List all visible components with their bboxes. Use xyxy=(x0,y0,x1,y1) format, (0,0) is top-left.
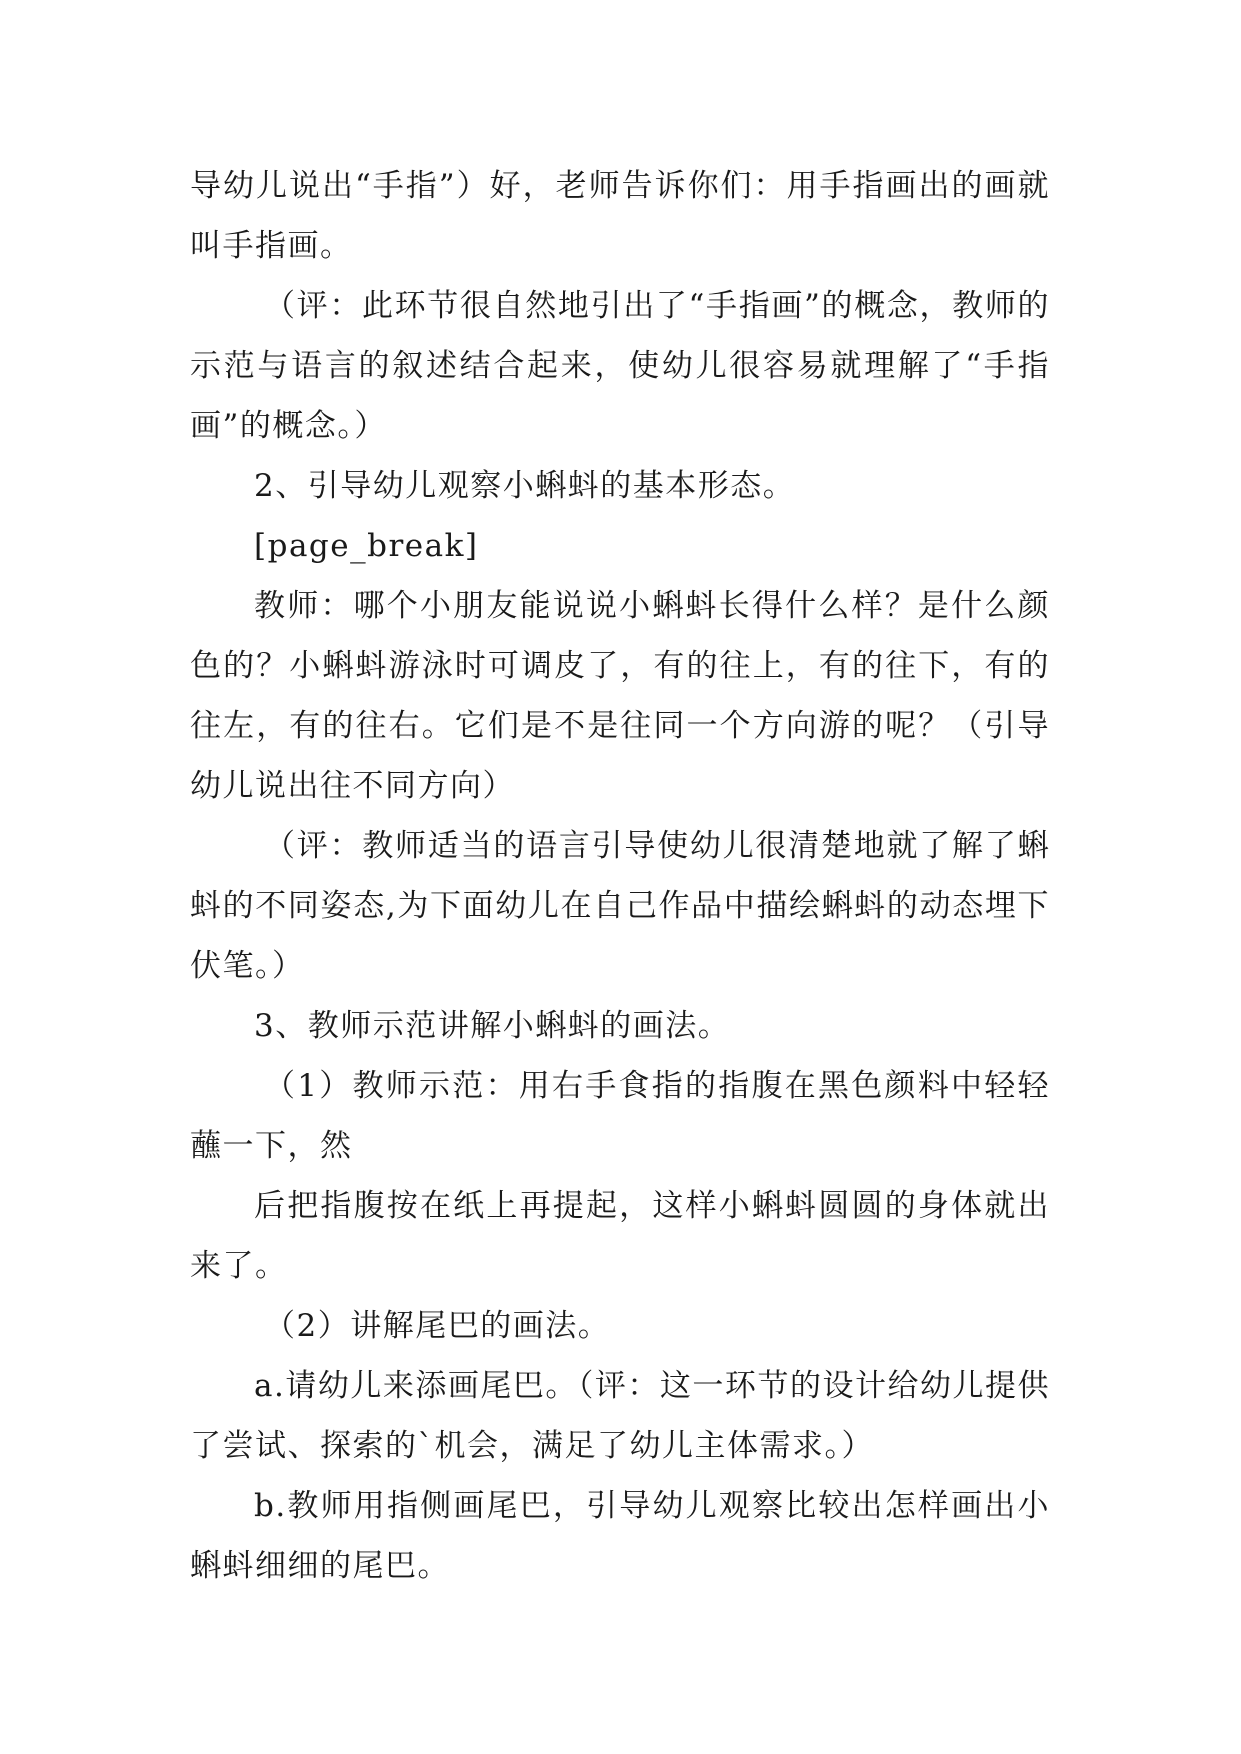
paragraph-demo-step-1-cont: 后把指腹按在纸上再提起，这样小蝌蚪圆圆的身体就出来了。 xyxy=(190,1188,1050,1284)
paragraph-comment-postures: （评：教师适当的语言引导使幼儿很清楚地就了解了蝌蚪的不同姿态,为下面幼儿在自己作品中描绘蝌蚪的动态埋下伏笔。） xyxy=(190,828,1050,984)
paragraph-demo-step-1: （1）教师示范：用右手食指的指腹在黑色颜料中轻轻蘸一下，然 xyxy=(190,1068,1050,1164)
paragraph-comment-concept: （评：此环节很自然地引出了“手指画”的概念，教师的示范与语言的叙述结合起来，使幼儿很容易就理解了“手指画”的概念。） xyxy=(190,288,1050,444)
paragraph-step-2-heading: 2、引导幼儿观察小蝌蚪的基本形态。 xyxy=(254,468,796,504)
paragraph-step-3-heading: 3、教师示范讲解小蝌蚪的画法。 xyxy=(254,1008,731,1044)
paragraph-teacher-question: 教师：哪个小朋友能说说小蝌蚪长得什么样？是什么颜色的？小蝌蚪游泳时可调皮了，有的往上，有的往下，有的往左，有的往右。它们是不是往同一个方向游的呢？（引导幼儿说出往不同方向） xyxy=(190,588,1050,804)
paragraph-page-break-marker: [page_break] xyxy=(254,528,479,564)
document-body xyxy=(190,156,1050,1596)
paragraph-item-a: a.请幼儿来添画尾巴。（评：这一环节的设计给幼儿提供了尝试、探索的`机会，满足了幼儿主体需求。） xyxy=(190,1368,1050,1464)
paragraph-item-b: b.教师用指侧画尾巴，引导幼儿观察比较出怎样画出小蝌蚪细细的尾巴。 xyxy=(190,1488,1050,1584)
paragraph-demo-step-2: （2）讲解尾巴的画法。 xyxy=(264,1308,611,1344)
paragraph-finger-painting-intro: 导幼儿说出“手指”）好，老师告诉你们：用手指画出的画就叫手指画。 xyxy=(190,168,1050,264)
